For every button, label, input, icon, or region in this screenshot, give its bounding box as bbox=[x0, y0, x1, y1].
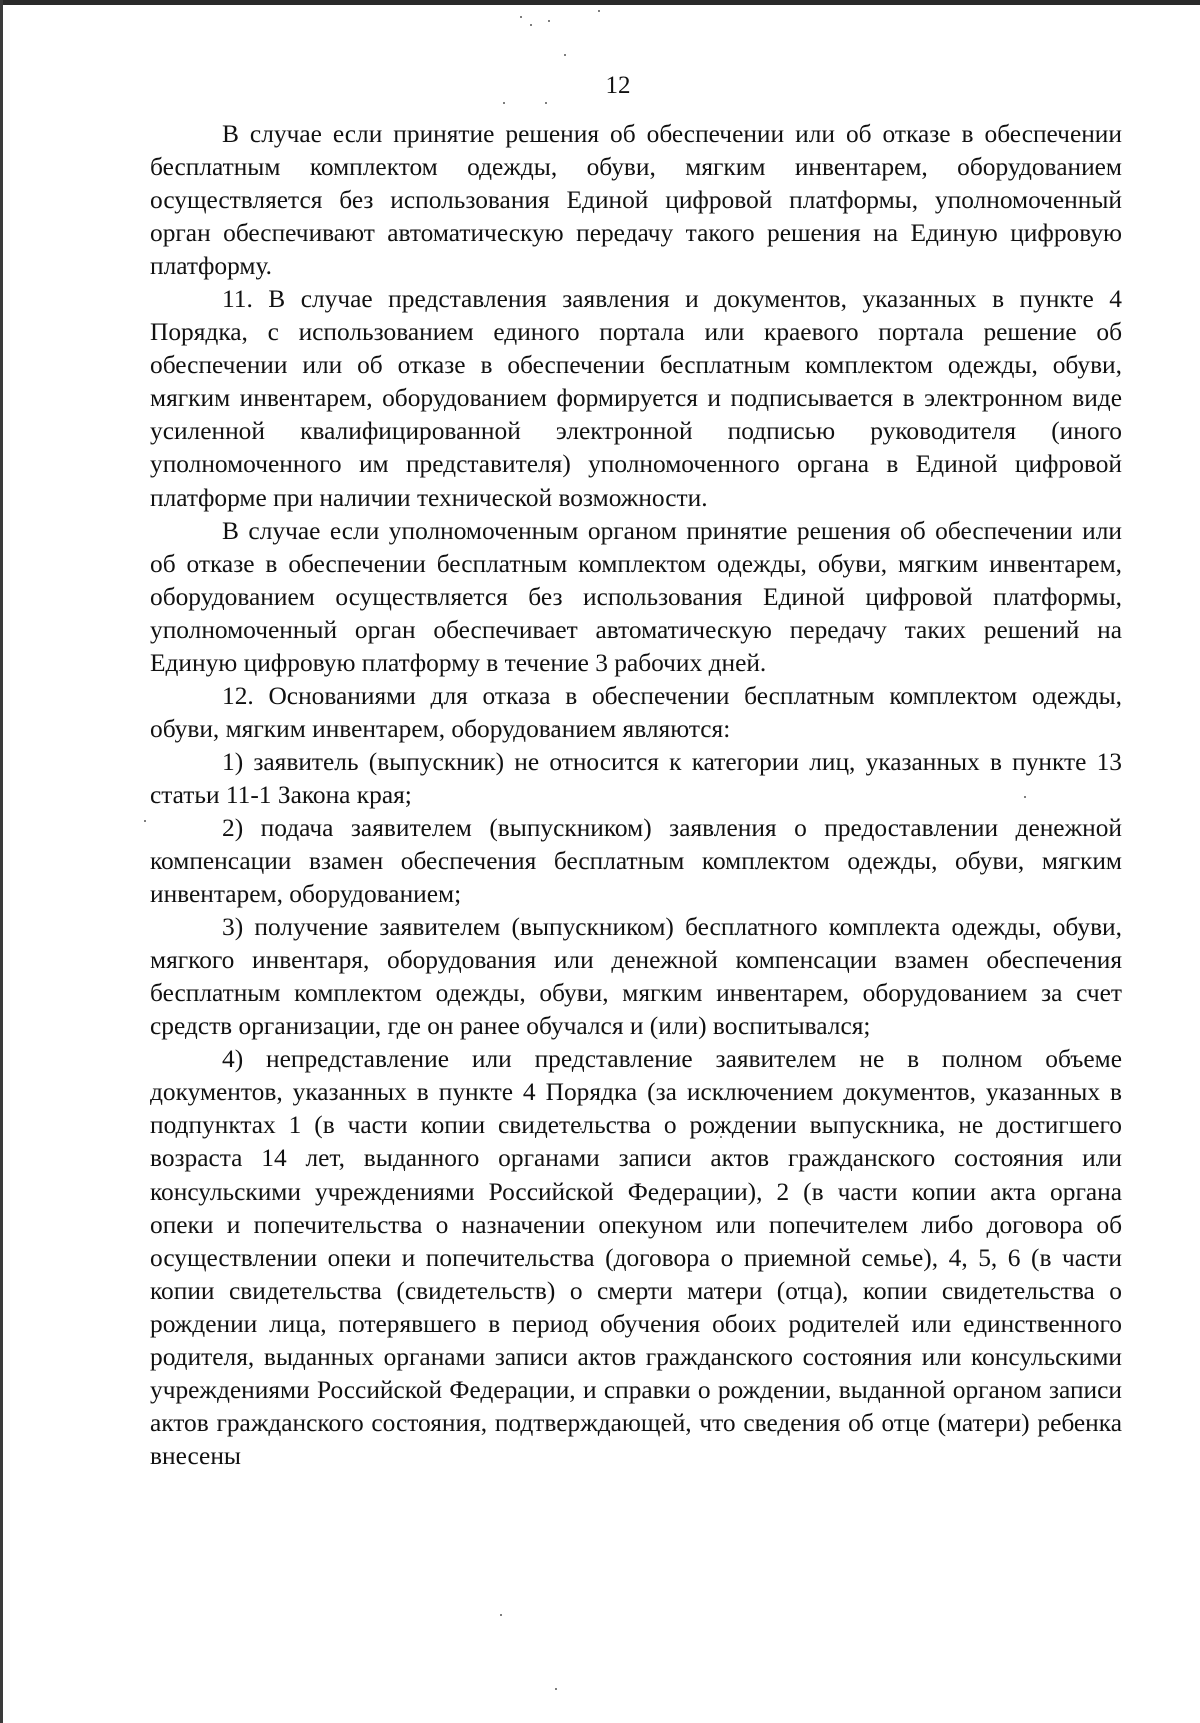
document-body bbox=[150, 118, 1122, 1473]
scan-speck bbox=[144, 820, 146, 822]
paragraph: В случае если принятие решения об обеспечении или об отказе в обеспечении бесплатным комплектом одежды, обуви, мягким инвентарем, оборудованием осуществляется без использования Единой цифровой платформы, уполномоченный орган обеспечивают автоматическую передачу такого решения на Единую цифровую платформу. bbox=[150, 120, 1122, 281]
page-number: 12 bbox=[605, 72, 631, 99]
subitem-4: 4) непредставление или представление заявителем не в полном объеме документов, указанных в пункте 4 Порядка (за исключением документов, указанных в подпунктах 1 (в части копии свидетельства о рождении выпускника, не достигшего возраста 14 лет, выданного органами записи актов гражданского состояния или консульскими учреждениями Российской Федерации), 2 (в части копии акта органа опеки и попечительства о назначении опекуном или попечителем либо договора об осуществлении опеки и попечительства (договора о приемной семье), 4, 5, 6 (в части копии свидетельства (свидетельств) о смерти матери (отца), копии свидетельства о рождении лица, потерявшего в период обучения обоих родителей или единственного родителя, выданных органами записи актов гражданского состояния или консульскими учреждениями Российской Федерации, и справки о рождении, выданной органом записи актов гражданского состояния, подтверждающей, что сведения об отце (матери) ребенка внесены bbox=[150, 1045, 1122, 1470]
paragraph-item-11: 11. В случае представления заявления и документов, указанных в пункте 4 Порядка, с использованием единого портала или краевого портала решение об обеспечении или об отказе в обеспечении бесплатным комплектом одежды, обуви, мягким инвентарем, оборудованием формируется и подписывается в электронном виде усиленной квалифицированной электронной подписью руководителя (иного уполномоченного им представителя) уполномоченного органа в Единой цифровой платформе при наличии технической возможности. bbox=[150, 285, 1122, 512]
scan-speck bbox=[548, 20, 550, 22]
scan-left-border bbox=[0, 0, 3, 1723]
scan-speck bbox=[598, 10, 600, 12]
scan-speck bbox=[545, 102, 547, 104]
scan-speck bbox=[555, 1688, 557, 1690]
scan-speck bbox=[564, 54, 566, 56]
subitem-1: 1) заявитель (выпускник) не относится к категории лиц, указанных в пункте 13 статьи 11-1 Закона края; bbox=[150, 747, 1122, 809]
scan-speck bbox=[503, 102, 505, 104]
paragraph: В случае если уполномоченным органом принятие решения об обеспечении или об отказе в обеспечении бесплатным комплектом одежды, обуви, мягким инвентарем, оборудованием осуществляется без использования Единой цифровой платформы, уполномоченный орган обеспечивает автоматическую передачу таких решений на Единую цифровую платформу в течение 3 рабочих дней. bbox=[150, 516, 1122, 677]
scan-top-border bbox=[0, 0, 1200, 5]
scan-speck bbox=[500, 1614, 502, 1616]
scan-speck bbox=[520, 16, 522, 18]
subitem-3: 3) получение заявителем (выпускником) бесплатного комплекта одежды, обуви, мягкого инвентаря, оборудования или денежной компенсации взамен обеспечения бесплатным комплектом одежды, обуви, мягким инвентарем, оборудованием за счет средств организации, где он ранее обучался и (или) воспитывался; bbox=[150, 913, 1122, 1041]
scan-speck bbox=[530, 24, 532, 26]
paragraph-item-12: 12. Основаниями для отказа в обеспечении бесплатным комплектом одежды, обуви, мягким инвентарем, оборудованием являются: bbox=[150, 681, 1122, 743]
subitem-2: 2) подача заявителем (выпускником) заявления о предоставлении денежной компенсации взамен обеспечения бесплатным комплектом одежды, обуви, мягким инвентарем, оборудованием; bbox=[150, 813, 1122, 909]
